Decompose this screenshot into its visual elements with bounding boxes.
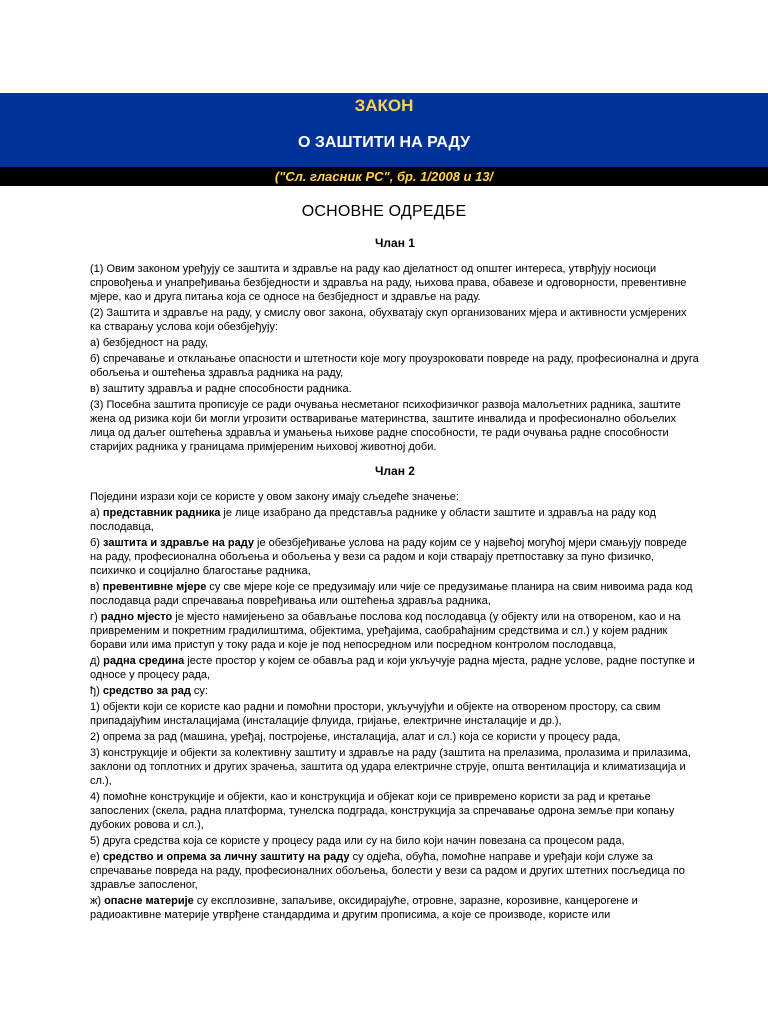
article-2-heading: Члан 2	[375, 464, 415, 478]
article-2-body	[90, 490, 700, 922]
numbered-item: 1) објекти који се користе као радни и помоћни простори, укључујући и објекте на отвореном простору, са свим припадајућим инсталацијама (инсталације флуида, гријање, електричне инсталације и др.),	[90, 701, 661, 727]
article-1-body	[90, 262, 700, 454]
document-subtitle: О ЗАШТИТИ НА РАДУ	[297, 134, 471, 151]
numbered-item: 3) конструкције и објекти за колективну заштиту и здравље на раду (заштита на прелазима, пролазима и прилазима, заклони од топлотних и других зрачења, заштита од удара електричне струје, општа вентилација и климатизација и сл.),	[90, 747, 691, 787]
numbered-item: 2) опрема за рад (машина, уређај, постројење, инсталација, алат и сл.) која се користи у процесу рада,	[90, 731, 621, 743]
definition-item: ђ) средство за рад су:	[90, 685, 208, 697]
numbered-item: 5) друга средства која се користе у процесу рада или су на било који начин повезана са процесом рада,	[90, 835, 625, 847]
article-1-paragraph: а) безбједност на раду,	[90, 337, 208, 349]
section-title: ОСНОВНЕ ОДРЕДБЕ	[301, 203, 467, 220]
article-1-paragraph: (3) Посебна заштита прописује се ради очувања несметаног психофизичког развоја малољетних радника, заштите жена од ризика који би могли угрозити остваривање материнства, заштите инвалида и професионално обољелих лица од даљег оштећења здравља и умањења њихове радне способности, те ради очувања радне способности старијих радника у границама примјереним њиховој животној доби.	[90, 399, 681, 453]
document-title: ЗАКОН	[354, 96, 414, 115]
article-1-paragraph: (2) Заштита и здравље на раду, у смислу овог закона, обухватају скуп организованих мјера и активности усмјерених ка стварању услова који обезбјеђују:	[90, 307, 687, 333]
definition-term: радно мјесто	[100, 611, 173, 623]
definition-term: средство и опрема за личну заштиту на раду	[102, 851, 350, 863]
article-1-paragraph: б) спречавање и отклањање опасности и штетности које могу проузроковати повреде на раду, професионална и друга обољења и оштећења здравља радника на раду,	[90, 353, 699, 379]
numbered-item: 4) помоћне конструкције и објекти, као и конструкција и објекат који се привремено користи за рад и кретање запослених (скела, радна платформа, тунелска подграда, конструкција за спречавање одрона земље при копању дубоких ровова и сл.),	[90, 791, 675, 831]
article-1-paragraph: в) заштиту здравља и радне способности радника.	[90, 383, 352, 395]
gazette-reference: ("Сл. гласник РС", бр. 1/2008 и 13/	[274, 169, 494, 184]
definition-item: б) заштита и здравље на раду је обезбјеђивање услова на раду којим се у највећој могућој мјери смањују повреде на раду, професионална обољења и обољења у вези са радом и који стварају претпоставку за пуно физичко, психичко и социјално благостање радника,	[90, 537, 687, 577]
definition-term: заштита и здравље на раду	[103, 537, 254, 549]
definition-term: средство за рад	[102, 685, 191, 697]
definition-item: д) радна средина јесте простор у којем се обавља рад и који укључује радна мјеста, радне услове, радне поступке и односе у процесу рада,	[90, 655, 695, 681]
definition-item: а) представник радника је лице изабрано да представља раднике у области заштите и здравља на раду код послодавца,	[90, 507, 656, 533]
definition-term: радна средина	[103, 655, 185, 667]
definition-term: представник радника	[102, 507, 221, 519]
definition-item: ж) опасне материје су експлозивне, запаљиве, оксидирајуће, отровне, заразне, корозивне, канцерогене и радиоактивне материје утврђене стандардима и другим прописима, а које се производе, користе или	[90, 895, 638, 921]
definition-item: г) радно мјесто је мјесто намијењено за обављање послова код послодавца (у објекту или на отвореном, као и на привременим и покретним градилиштима, објектима, уређајима, саобраћајним средствима и сл.) у којем радник борави или има приступ у току рада и које је под непосредном или посредном контролом послодавца,	[90, 611, 681, 651]
definition-item: в) превентивне мјере су све мјере које се предузимају или чије се предузимање планира на свим нивоима рада код послодавца ради спречавања повређивања или оштећења здравља радника,	[90, 581, 693, 607]
article-1-heading: Члан 1	[375, 236, 415, 250]
article-1-paragraph: (1) Овим законом уређују се заштита и здравље на раду као дјелатност од општег интереса, утврђују носиоци спровођења и унапређивања безбједности и здравља на раду, њихова права, обавезе и одговорности, превентивне мјере, као и друга питања која се односе на безбједност и здравље на раду.	[90, 263, 687, 303]
definition-term: опасне материје	[104, 895, 194, 907]
definition-term: превентивне мјере	[102, 581, 207, 593]
definition-item: е) средство и опрема за личну заштиту на раду су одјећа, обућа, помоћне направе и уређаји који служе за спречавање повреда на раду, професионалних обољења, болести у вези са радом и других штетних посљедица по здравље запосленог,	[90, 851, 685, 891]
article-2-intro: Поједини изрази који се користе у овом закону имају сљедеће значење:	[90, 491, 459, 503]
document-body	[90, 236, 700, 924]
